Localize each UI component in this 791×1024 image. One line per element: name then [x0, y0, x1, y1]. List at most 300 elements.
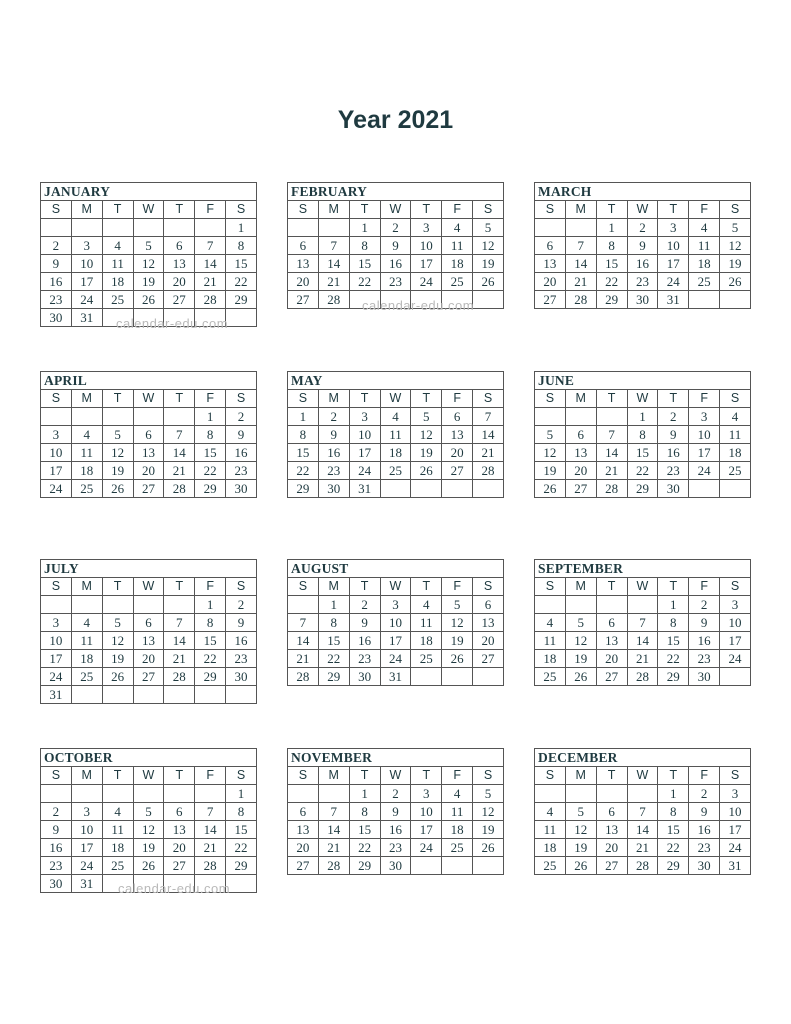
day-cell: 15: [226, 255, 257, 273]
weekday-label: F: [442, 578, 473, 596]
day-cell: 18: [535, 650, 566, 668]
weekday-label: T: [102, 578, 133, 596]
day-cell: 30: [658, 480, 689, 498]
month-name: AUGUST: [287, 559, 504, 577]
week-row: [41, 803, 257, 821]
day-cell: 31: [720, 857, 751, 875]
day-cell: 3: [71, 803, 102, 821]
day-cell: 21: [164, 462, 195, 480]
day-cell: 8: [349, 237, 380, 255]
weekday-label: F: [195, 767, 226, 785]
month-name: FEBRUARY: [287, 182, 504, 200]
day-cell: 27: [164, 291, 195, 309]
day-cell: 8: [596, 237, 627, 255]
day-cell: 2: [627, 219, 658, 237]
day-cell: 22: [318, 650, 349, 668]
day-cell: 16: [226, 632, 257, 650]
day-cell: [195, 686, 226, 704]
weekday-label: W: [627, 201, 658, 219]
day-cell: 6: [164, 803, 195, 821]
day-cell: 17: [41, 462, 72, 480]
weekday-label: S: [288, 390, 319, 408]
day-cell: 22: [627, 462, 658, 480]
day-cell: 28: [565, 291, 596, 309]
day-cell: 21: [195, 273, 226, 291]
week-row: [535, 803, 751, 821]
day-cell: [133, 875, 164, 893]
day-cell: 21: [565, 273, 596, 291]
day-cell: [71, 785, 102, 803]
day-cell: 4: [535, 803, 566, 821]
day-cell: 17: [689, 444, 720, 462]
day-cell: 7: [195, 803, 226, 821]
weekday-label: S: [720, 201, 751, 219]
day-cell: 2: [226, 408, 257, 426]
weekday-header-row: [41, 767, 257, 785]
day-cell: 24: [720, 839, 751, 857]
day-cell: 12: [535, 444, 566, 462]
weekday-label: S: [226, 390, 257, 408]
watermark-oct: calendar-edu.com: [118, 881, 231, 896]
month-september: [534, 559, 751, 686]
day-cell: 3: [720, 596, 751, 614]
day-cell: 3: [720, 785, 751, 803]
week-row: [535, 462, 751, 480]
day-cell: 22: [226, 273, 257, 291]
week-row: [41, 255, 257, 273]
day-cell: 1: [288, 408, 319, 426]
day-cell: 5: [411, 408, 442, 426]
day-cell: 11: [442, 803, 473, 821]
day-cell: [226, 875, 257, 893]
day-cell: 30: [689, 857, 720, 875]
month-april: [40, 371, 257, 498]
day-cell: 2: [41, 803, 72, 821]
day-cell: 5: [565, 803, 596, 821]
month-february: [287, 182, 504, 309]
day-cell: 30: [41, 309, 72, 327]
day-cell: 22: [349, 839, 380, 857]
day-cell: 4: [442, 785, 473, 803]
weekday-label: W: [133, 578, 164, 596]
day-cell: 2: [689, 596, 720, 614]
day-cell: 27: [164, 857, 195, 875]
day-cell: 5: [102, 426, 133, 444]
day-cell: [195, 875, 226, 893]
weekday-label: T: [349, 767, 380, 785]
day-cell: 24: [41, 480, 72, 498]
week-row: [288, 255, 504, 273]
day-cell: 18: [71, 462, 102, 480]
day-cell: 29: [288, 480, 319, 498]
weekday-label: F: [689, 201, 720, 219]
week-row: [535, 219, 751, 237]
week-row: [41, 614, 257, 632]
day-cell: 22: [195, 650, 226, 668]
month-october: [40, 748, 257, 893]
day-cell: [102, 686, 133, 704]
month-name: SEPTEMBER: [534, 559, 751, 577]
weekday-label: F: [442, 767, 473, 785]
day-cell: 20: [442, 444, 473, 462]
day-cell: 30: [349, 668, 380, 686]
day-cell: 26: [133, 291, 164, 309]
day-cell: 23: [689, 839, 720, 857]
week-row: [535, 237, 751, 255]
day-cell: 11: [102, 255, 133, 273]
day-cell: 19: [720, 255, 751, 273]
day-cell: [133, 785, 164, 803]
day-cell: 27: [133, 480, 164, 498]
day-cell: 27: [442, 462, 473, 480]
day-cell: 17: [380, 632, 411, 650]
day-cell: 30: [41, 875, 72, 893]
day-cell: 26: [473, 273, 504, 291]
weekday-label: S: [41, 767, 72, 785]
month-name: MAY: [287, 371, 504, 389]
weekday-label: W: [133, 767, 164, 785]
day-cell: 31: [380, 668, 411, 686]
week-row: [41, 480, 257, 498]
weekday-label: T: [349, 201, 380, 219]
day-cell: 26: [133, 857, 164, 875]
month-january: [40, 182, 257, 327]
week-row: [288, 650, 504, 668]
day-cell: 14: [164, 444, 195, 462]
day-cell: 3: [411, 219, 442, 237]
day-cell: 21: [627, 839, 658, 857]
day-cell: 8: [195, 426, 226, 444]
day-cell: 27: [565, 480, 596, 498]
day-cell: 13: [473, 614, 504, 632]
week-row: [535, 408, 751, 426]
day-cell: [133, 408, 164, 426]
day-cell: 17: [411, 821, 442, 839]
day-cell: 29: [349, 857, 380, 875]
month-name: DECEMBER: [534, 748, 751, 766]
day-cell: 3: [41, 426, 72, 444]
weekday-label: T: [164, 767, 195, 785]
day-cell: 22: [195, 462, 226, 480]
day-cell: 12: [720, 237, 751, 255]
day-cell: 13: [596, 632, 627, 650]
day-cell: 26: [102, 480, 133, 498]
day-cell: [195, 785, 226, 803]
week-row: [288, 219, 504, 237]
day-cell: 2: [689, 785, 720, 803]
week-row: [535, 839, 751, 857]
day-cell: 20: [596, 650, 627, 668]
day-cell: 18: [380, 444, 411, 462]
day-cell: 30: [689, 668, 720, 686]
day-cell: 26: [442, 650, 473, 668]
day-cell: 4: [102, 803, 133, 821]
month-march: [534, 182, 751, 309]
week-row: [41, 444, 257, 462]
day-cell: 12: [442, 614, 473, 632]
day-cell: 11: [71, 444, 102, 462]
week-row: [288, 596, 504, 614]
day-cell: 13: [288, 821, 319, 839]
day-cell: 6: [565, 426, 596, 444]
day-cell: 4: [689, 219, 720, 237]
day-cell: 5: [473, 785, 504, 803]
day-cell: 24: [71, 291, 102, 309]
day-cell: [102, 785, 133, 803]
weekday-header-row: [288, 767, 504, 785]
day-cell: [411, 480, 442, 498]
weekday-label: M: [565, 390, 596, 408]
day-cell: 6: [288, 803, 319, 821]
day-cell: 28: [318, 857, 349, 875]
day-cell: [133, 596, 164, 614]
day-cell: 14: [473, 426, 504, 444]
week-row: [288, 821, 504, 839]
day-cell: 19: [102, 650, 133, 668]
day-cell: 5: [133, 237, 164, 255]
day-cell: 17: [658, 255, 689, 273]
page-title: Year 2021: [337, 106, 454, 134]
day-cell: 2: [226, 596, 257, 614]
day-cell: 29: [596, 291, 627, 309]
day-cell: 10: [411, 803, 442, 821]
day-cell: 16: [318, 444, 349, 462]
month-grid: [287, 200, 504, 309]
day-cell: [164, 686, 195, 704]
day-cell: 16: [226, 444, 257, 462]
day-cell: 25: [442, 839, 473, 857]
day-cell: 20: [596, 839, 627, 857]
day-cell: 24: [380, 650, 411, 668]
weekday-label: T: [658, 578, 689, 596]
weekday-header-row: [535, 201, 751, 219]
day-cell: [411, 291, 442, 309]
day-cell: 7: [288, 614, 319, 632]
day-cell: 9: [41, 255, 72, 273]
day-cell: 8: [349, 803, 380, 821]
day-cell: 1: [658, 596, 689, 614]
day-cell: [226, 309, 257, 327]
day-cell: 10: [41, 444, 72, 462]
day-cell: 23: [41, 291, 72, 309]
day-cell: 19: [133, 273, 164, 291]
day-cell: 22: [658, 650, 689, 668]
day-cell: 1: [627, 408, 658, 426]
month-grid: [287, 766, 504, 875]
day-cell: 14: [318, 821, 349, 839]
day-cell: [226, 686, 257, 704]
day-cell: 18: [442, 821, 473, 839]
day-cell: 6: [473, 596, 504, 614]
day-cell: 29: [627, 480, 658, 498]
day-cell: [473, 857, 504, 875]
week-row: [41, 219, 257, 237]
weekday-label: S: [720, 578, 751, 596]
day-cell: 14: [288, 632, 319, 650]
month-name: JUNE: [534, 371, 751, 389]
day-cell: 4: [71, 426, 102, 444]
day-cell: 12: [411, 426, 442, 444]
day-cell: 30: [627, 291, 658, 309]
day-cell: 16: [658, 444, 689, 462]
day-cell: 5: [473, 219, 504, 237]
week-row: [288, 839, 504, 857]
day-cell: 10: [720, 614, 751, 632]
day-cell: 11: [380, 426, 411, 444]
week-row: [41, 686, 257, 704]
day-cell: 10: [720, 803, 751, 821]
day-cell: [318, 785, 349, 803]
day-cell: 23: [658, 462, 689, 480]
month-grid: [534, 577, 751, 686]
weekday-header-row: [41, 390, 257, 408]
day-cell: 28: [195, 857, 226, 875]
day-cell: 27: [133, 668, 164, 686]
day-cell: 26: [565, 668, 596, 686]
day-cell: 12: [102, 632, 133, 650]
day-cell: 23: [349, 650, 380, 668]
day-cell: 20: [473, 632, 504, 650]
day-cell: [627, 596, 658, 614]
day-cell: 19: [473, 821, 504, 839]
day-cell: 8: [195, 614, 226, 632]
day-cell: [720, 480, 751, 498]
day-cell: 26: [535, 480, 566, 498]
day-cell: 18: [411, 632, 442, 650]
week-row: [41, 632, 257, 650]
day-cell: 5: [565, 614, 596, 632]
day-cell: 25: [102, 857, 133, 875]
day-cell: 25: [380, 462, 411, 480]
day-cell: 19: [102, 462, 133, 480]
day-cell: 7: [318, 803, 349, 821]
day-cell: 10: [689, 426, 720, 444]
day-cell: 14: [195, 255, 226, 273]
month-grid: [534, 766, 751, 875]
day-cell: 17: [71, 839, 102, 857]
day-cell: 12: [565, 632, 596, 650]
weekday-label: T: [658, 767, 689, 785]
day-cell: 27: [288, 857, 319, 875]
day-cell: 10: [71, 255, 102, 273]
day-cell: 12: [473, 237, 504, 255]
week-row: [535, 650, 751, 668]
day-cell: 4: [720, 408, 751, 426]
day-cell: 31: [71, 875, 102, 893]
day-cell: [164, 875, 195, 893]
day-cell: 15: [195, 632, 226, 650]
weekday-label: T: [411, 767, 442, 785]
day-cell: 24: [411, 273, 442, 291]
day-cell: 28: [164, 668, 195, 686]
month-grid: [40, 766, 257, 893]
day-cell: 24: [411, 839, 442, 857]
weekday-label: T: [596, 767, 627, 785]
day-cell: 13: [133, 632, 164, 650]
day-cell: 11: [535, 632, 566, 650]
day-cell: 6: [535, 237, 566, 255]
day-cell: 26: [565, 857, 596, 875]
day-cell: [596, 408, 627, 426]
day-cell: [442, 857, 473, 875]
day-cell: 2: [41, 237, 72, 255]
week-row: [41, 668, 257, 686]
month-name: JULY: [40, 559, 257, 577]
watermark-jan: calendar-edu.com: [116, 316, 229, 331]
day-cell: [288, 596, 319, 614]
day-cell: 3: [658, 219, 689, 237]
day-cell: [627, 785, 658, 803]
week-row: [535, 444, 751, 462]
day-cell: 24: [41, 668, 72, 686]
weekday-label: F: [689, 578, 720, 596]
day-cell: 8: [288, 426, 319, 444]
day-cell: 9: [226, 614, 257, 632]
day-cell: 1: [658, 785, 689, 803]
week-row: [41, 785, 257, 803]
month-may: [287, 371, 504, 498]
day-cell: 9: [41, 821, 72, 839]
week-row: [535, 291, 751, 309]
day-cell: 29: [195, 668, 226, 686]
weekday-header-row: [41, 201, 257, 219]
day-cell: 12: [133, 821, 164, 839]
day-cell: 3: [380, 596, 411, 614]
day-cell: 21: [318, 839, 349, 857]
day-cell: 16: [380, 821, 411, 839]
weekday-label: S: [226, 767, 257, 785]
week-row: [41, 426, 257, 444]
day-cell: 28: [596, 480, 627, 498]
weekday-label: M: [318, 390, 349, 408]
day-cell: [164, 309, 195, 327]
day-cell: 23: [627, 273, 658, 291]
day-cell: 15: [596, 255, 627, 273]
day-cell: 15: [658, 821, 689, 839]
day-cell: 9: [658, 426, 689, 444]
day-cell: 7: [565, 237, 596, 255]
day-cell: 21: [164, 650, 195, 668]
week-row: [535, 785, 751, 803]
week-row: [288, 614, 504, 632]
day-cell: 8: [318, 614, 349, 632]
month-name: OCTOBER: [40, 748, 257, 766]
weekday-header-row: [535, 767, 751, 785]
weekday-label: S: [41, 578, 72, 596]
day-cell: 25: [102, 291, 133, 309]
weekday-header-row: [41, 578, 257, 596]
weekday-label: M: [318, 767, 349, 785]
day-cell: 1: [226, 785, 257, 803]
day-cell: 29: [658, 857, 689, 875]
day-cell: 7: [627, 803, 658, 821]
month-grid: [534, 200, 751, 309]
day-cell: 5: [133, 803, 164, 821]
day-cell: [133, 219, 164, 237]
day-cell: 18: [689, 255, 720, 273]
day-cell: 9: [318, 426, 349, 444]
day-cell: [565, 785, 596, 803]
month-name: APRIL: [40, 371, 257, 389]
weekday-label: T: [164, 201, 195, 219]
day-cell: [565, 408, 596, 426]
week-row: [41, 309, 257, 327]
day-cell: 24: [658, 273, 689, 291]
day-cell: 10: [41, 632, 72, 650]
day-cell: 30: [318, 480, 349, 498]
day-cell: 17: [41, 650, 72, 668]
day-cell: 9: [689, 614, 720, 632]
